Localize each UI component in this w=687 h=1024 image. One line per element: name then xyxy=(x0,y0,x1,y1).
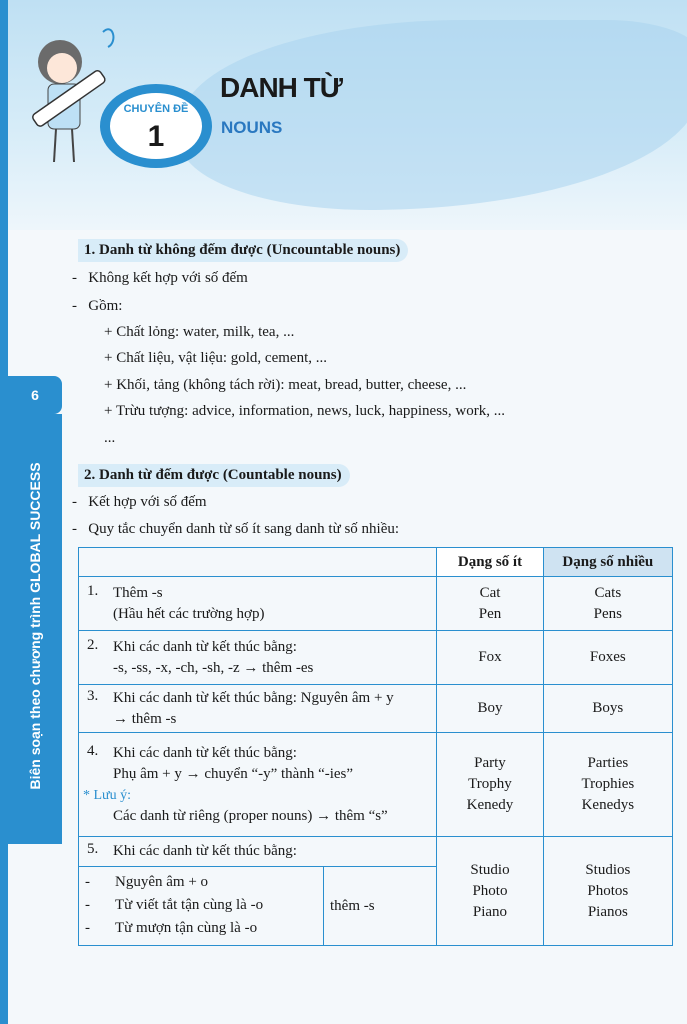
page-title: DANH TỪ xyxy=(220,72,342,103)
chapter-badge xyxy=(98,80,214,170)
section-heading-uncountable: 1. Danh từ không đếm được (Uncountable nouns) xyxy=(78,239,408,262)
badge-label: CHUYÊN ĐỀ xyxy=(123,103,189,115)
list-item: - Không kết hợp với số đếm xyxy=(72,270,248,286)
header-plural: Dạng số nhiều xyxy=(543,548,672,577)
badge-number: 1 xyxy=(147,120,165,153)
header-singular: Dạng số ít xyxy=(437,548,543,577)
table-row: 5. Khi các danh từ kết thúc bằng: Studio Photo Piano Studios Photos Pianos xyxy=(79,837,673,867)
sub-item: + Chất lỏng: water, milk, tea, ... xyxy=(104,324,295,340)
section-heading-countable: 2. Danh từ đếm được (Countable nouns) xyxy=(78,464,350,487)
list-item: - Kết hợp với số đếm xyxy=(72,494,207,510)
table-row: 2. Khi các danh từ kết thúc bằng: -s, -ss, -x, -ch, -sh, -z → thêm -es Fox Foxes xyxy=(79,631,673,685)
table-header-row xyxy=(79,548,673,577)
list-item: - Gồm: xyxy=(72,298,123,314)
table-row: 4. Khi các danh từ kết thúc bằng: Phụ âm + y → chuyển “-y” thành “-ies” * Lưu ý: Các danh từ riêng (proper nouns) → thêm “s” Party Trophy Kenedy Parties Trophies Kenedys xyxy=(79,733,673,837)
table-row: 1. Thêm -s (Hầu hết các trường hợp) Cat Pen Cats Pens xyxy=(79,577,673,631)
note-label: * Lưu ý: xyxy=(83,787,132,803)
note-text: Các danh từ riêng (proper nouns) → thêm “s” xyxy=(113,807,388,824)
sub-item: + Chất liệu, vật liệu: gold, cement, ... xyxy=(104,350,327,366)
table-row: - Nguyên âm + o - Từ viết tắt tận cùng là -o - Từ mượn tận cùng là -o thêm -s xyxy=(79,867,673,946)
table-row: 3. Khi các danh từ kết thúc bằng: Nguyên âm + y → thêm -s Boy Boys xyxy=(79,685,673,733)
sub-item: + Khối, tảng (không tách rời): meat, bread, butter, cheese, ... xyxy=(104,377,467,393)
left-edge-bar xyxy=(0,0,8,1024)
page-number: 6 xyxy=(8,376,62,414)
sub-item: ... xyxy=(104,430,116,446)
plural-rules-table xyxy=(78,547,673,946)
sub-item: + Trừu tượng: advice, information, news, luck, happiness, work, ... xyxy=(104,403,505,419)
header-rule xyxy=(79,548,437,577)
list-item: - Quy tắc chuyển danh từ số ít sang danh từ số nhiều: xyxy=(72,521,400,537)
page-subtitle: NOUNS xyxy=(221,118,283,137)
row5-action: thêm -s xyxy=(330,897,375,914)
side-label: Biên soạn theo chương trình GLOBAL SUCCESS xyxy=(27,462,43,790)
